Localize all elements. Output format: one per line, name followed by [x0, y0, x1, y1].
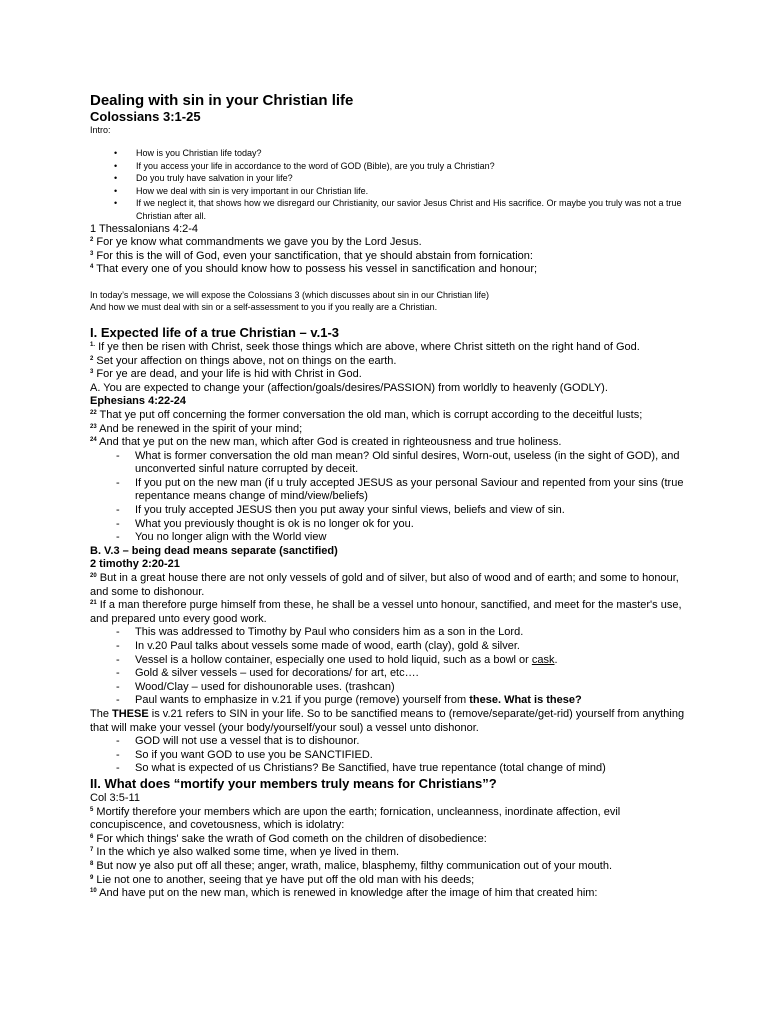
verse-line — [90, 436, 690, 450]
verse-number: 2 — [90, 355, 94, 362]
these-paragraph — [90, 708, 690, 735]
intro-bullet: • If you access your life in accordance to the word of GOD (Bible), are you truly a Christian? — [90, 160, 690, 173]
verse-line — [90, 874, 690, 888]
note-item: - GOD will not use a vessel that is to dishounor. — [90, 735, 690, 749]
verse-line — [90, 263, 690, 277]
verse-text: And have put on the new man, which is renewed in knowledge after the image of him that created him: — [99, 887, 598, 900]
note-item — [90, 654, 690, 668]
document-content — [90, 92, 690, 901]
verse-line — [90, 355, 690, 369]
verse-line — [90, 572, 690, 599]
intro-label: Intro: — [90, 125, 111, 135]
intro-bullet: • How we deal with sin is very important in our Christian life. — [90, 185, 690, 198]
note-item: - What you previously thought is ok is no longer ok for you. — [90, 518, 690, 532]
verse-number: 5 — [90, 806, 94, 813]
verse-text: And that ye put on the new man, which after God is created in righteousness and true holiness. — [99, 436, 562, 449]
verse-text: If ye then be risen with Christ, seek those things which are above, where Christ sitteth on the right hand of God. — [98, 340, 640, 353]
note-item: - If you truly accepted JESUS then you put away your sinful views, beliefs and view of sin. — [90, 504, 690, 518]
note-item: - So what is expected of us Christians? Be Sanctified, have true repentance (total change of mind) — [90, 762, 690, 776]
note-item — [90, 694, 690, 708]
notes-list — [90, 450, 690, 545]
verse-line — [90, 368, 690, 382]
verse-text: For this is the will of God, even your sanctification, that ye should abstain from fornication: — [96, 249, 533, 262]
verse-number: 9 — [90, 874, 94, 881]
verse-line — [90, 806, 690, 833]
verse-text: For ye know what commandments we gave you by the Lord Jesus. — [96, 236, 422, 249]
verse-line — [90, 236, 690, 250]
point-a: A. You are expected to change your (affection/goals/desires/PASSION) from worldly to heavenly (GODLY). — [90, 381, 608, 394]
verse-line — [90, 846, 690, 860]
verse-number: 4 — [90, 264, 94, 271]
note-item: - In v.20 Paul talks about vessels some made of wood, earth (clay), gold & silver. — [90, 640, 690, 654]
note-text: Vessel is a hollow container, especially one used to hold liquid, such as a bowl or — [135, 653, 532, 666]
paragraph-text: is v.21 refers to SIN in your life. So to be sanctified means to (remove/separate/get-rid) yourself from anything that will make your vessel (your body/yourself/your soul) a vessel unto dishonor. — [90, 707, 685, 734]
verse-number: 8 — [90, 860, 94, 867]
intro-bullet: • Do you truly have salvation in your life? — [90, 172, 690, 185]
verse-text: Lie not one to another, seeing that ye have put off the old man with his deeds; — [96, 873, 475, 886]
note-item: - If you put on the new man (if u truly accepted JESUS as your personal Saviour and repented from your sins (true repentance means change of mind/view/beliefs) — [90, 477, 690, 504]
verse-text: And be renewed in the spirit of your mind; — [99, 422, 303, 435]
verse-text: In the which ye also walked some time, when ye lived in them. — [96, 846, 400, 859]
verse-number: 2 — [90, 237, 94, 244]
note-item: - So if you want GOD to use you be SANCTIFIED. — [90, 749, 690, 763]
verse-number: 21 — [90, 600, 97, 607]
note-item: - Gold & silver vessels – used for decorations/ for art, etc…. — [90, 667, 690, 681]
verse-line — [90, 860, 690, 874]
section-heading: I. Expected life of a true Christian – v.1-3 — [90, 324, 339, 340]
message-line: And how we must deal with sin or a self-assessment to you if you really are a Christian. — [90, 301, 438, 312]
verse-number: 20 — [90, 573, 97, 580]
bold-text: these. What is these? — [469, 694, 582, 707]
verse-number: 3 — [90, 369, 94, 376]
verse-number: 3 — [90, 250, 94, 257]
verse-line — [90, 250, 690, 264]
intro-bullet: • How is you Christian life today? — [90, 147, 690, 160]
verse-text: Set your affection on things above, not on things on the earth. — [96, 354, 397, 367]
notes-list — [90, 626, 690, 708]
section-heading: II. What does “mortify your members truly means for Christians”? — [90, 775, 497, 791]
intro-bullet: • If we neglect it, that shows how we disregard our Christianity, our savior Jesus Christ and His sacrifice. Or maybe you truly was not a true Christian after all. — [90, 197, 690, 222]
verse-line — [90, 341, 690, 355]
scripture-reference: 2 timothy 2:20-21 — [90, 558, 180, 571]
verse-number: 6 — [90, 833, 94, 840]
verse-number: 10 — [90, 888, 97, 895]
note-item: - You no longer align with the World view — [90, 531, 690, 545]
section-heading: B. V.3 – being dead means separate (sanctified) — [90, 544, 338, 557]
verse-number: 23 — [90, 423, 97, 430]
scripture-reference: Ephesians 4:22-24 — [90, 395, 186, 408]
verse-line — [90, 833, 690, 847]
note-item: - Wood/Clay – used for dishounorable uses. (trashcan) — [90, 681, 690, 695]
verse-number: 1. — [90, 341, 96, 348]
verse-number: 22 — [90, 409, 97, 416]
verse-text: If a man therefore purge himself from these, he shall be a vessel unto honour, sanctified, and meet for the master's use, and prepared unto every good work. — [90, 599, 682, 625]
verse-line — [90, 423, 690, 437]
verse-text: That every one of you should know how to possess his vessel in sanctification and honour; — [96, 263, 538, 276]
document-subtitle: Colossians 3:1-25 — [90, 109, 201, 124]
paragraph-text: The — [90, 707, 113, 720]
verse-text: But now ye also put off all these; anger, wrath, malice, blasphemy, filthy communication out of your mouth. — [96, 859, 613, 872]
verse-number: 7 — [90, 847, 94, 854]
intro-bullet-list — [90, 147, 690, 223]
note-item: - What is former conversation the old man mean? Old sinful desires, Worn-out, useless (in the sight of GOD), and unconverted sinful nature corrupted by deceit. — [90, 450, 690, 477]
verse-line — [90, 409, 690, 423]
notes-list — [90, 735, 690, 776]
note-item: - This was addressed to Timothy by Paul who considers him as a son in the Lord. — [90, 626, 690, 640]
scripture-reference: 1 Thessalonians 4:2-4 — [90, 222, 199, 235]
underlined-word: cask — [531, 653, 555, 666]
verse-text: That ye put off concerning the former conversation the old man, which is corrupt according to the deceitful lusts; — [99, 408, 643, 421]
bold-text: THESE — [112, 707, 149, 720]
verse-number: 24 — [90, 437, 97, 444]
verse-text: For ye are dead, and your life is hid with Christ in God. — [96, 368, 362, 381]
verse-text: Mortify therefore your members which are upon the earth; fornication, uncleanness, inordinate affection, evil concupiscence, and covetousness, which is idolatry: — [90, 805, 621, 832]
note-text: . — [554, 653, 558, 666]
verse-text: But in a great house there are not only vessels of gold and of silver, but also of wood and of earth; and some to honour, and some to dishonour. — [90, 572, 679, 598]
verse-line — [90, 887, 690, 901]
verse-line — [90, 599, 690, 626]
document-title: Dealing with sin in your Christian life — [90, 92, 354, 109]
scripture-reference: Col 3:5-11 — [90, 791, 140, 804]
verse-text: For which things' sake the wrath of God cometh on the children of disobedience: — [96, 832, 487, 845]
message-line: In today’s message, we will expose the Colossians 3 (which discusses about sin in our Christian life) — [90, 289, 490, 300]
note-text: Paul wants to emphasize in v.21 if you purge (remove) yourself from — [135, 694, 470, 707]
